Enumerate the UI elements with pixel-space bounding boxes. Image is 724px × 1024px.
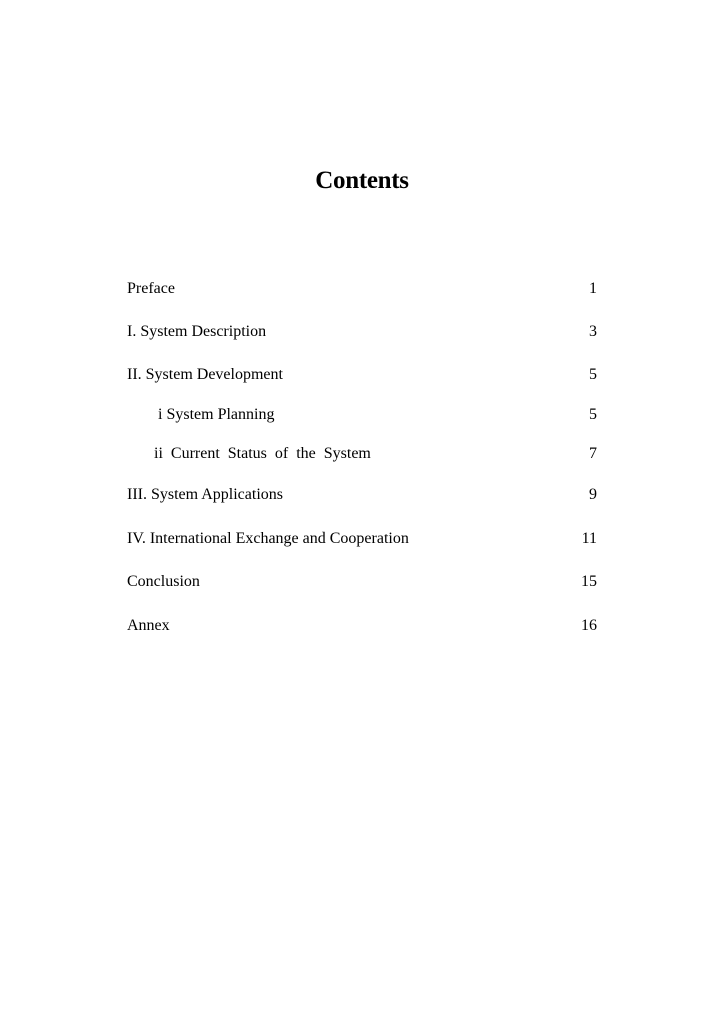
toc-entry-page-number: 5 xyxy=(589,406,597,423)
toc-entry-system-applications[interactable] xyxy=(127,484,597,506)
toc-entry-page-number: 7 xyxy=(589,445,597,462)
toc-entry-current-status[interactable] xyxy=(127,443,597,465)
toc-entry-label: i System Planning xyxy=(158,406,275,423)
toc-entry-international-exchange[interactable] xyxy=(127,528,597,550)
toc-entry-label: II. System Development xyxy=(127,366,283,383)
toc-entry-system-planning[interactable] xyxy=(127,404,597,426)
toc-entry-label: Preface xyxy=(127,280,175,297)
toc-entry-conclusion[interactable] xyxy=(127,571,597,593)
toc-entry-page-number: 15 xyxy=(581,573,597,590)
toc-entry-label: Conclusion xyxy=(127,573,200,590)
toc-entry-label: Annex xyxy=(127,617,170,634)
toc-entry-label: III. System Applications xyxy=(127,486,283,503)
toc-entry-system-development[interactable] xyxy=(127,364,597,386)
toc-entry-page-number: 16 xyxy=(581,617,597,634)
toc-entry-page-number: 5 xyxy=(589,366,597,383)
toc-entry-label: ii Current Status of the System xyxy=(154,445,371,462)
toc-entry-label: IV. International Exchange and Cooperation xyxy=(127,530,409,547)
toc-entry-label: I. System Description xyxy=(127,323,267,340)
toc-entry-annex[interactable] xyxy=(127,615,597,637)
toc-entry-page-number: 3 xyxy=(589,323,597,340)
toc-entry-page-number: 1 xyxy=(589,280,597,297)
page-title: Contents xyxy=(315,167,409,194)
toc-entry-page-number: 11 xyxy=(581,530,597,547)
toc-entry-page-number: 9 xyxy=(589,486,597,503)
toc-entry-preface[interactable] xyxy=(127,278,597,300)
toc-entry-system-description[interactable] xyxy=(127,321,597,343)
